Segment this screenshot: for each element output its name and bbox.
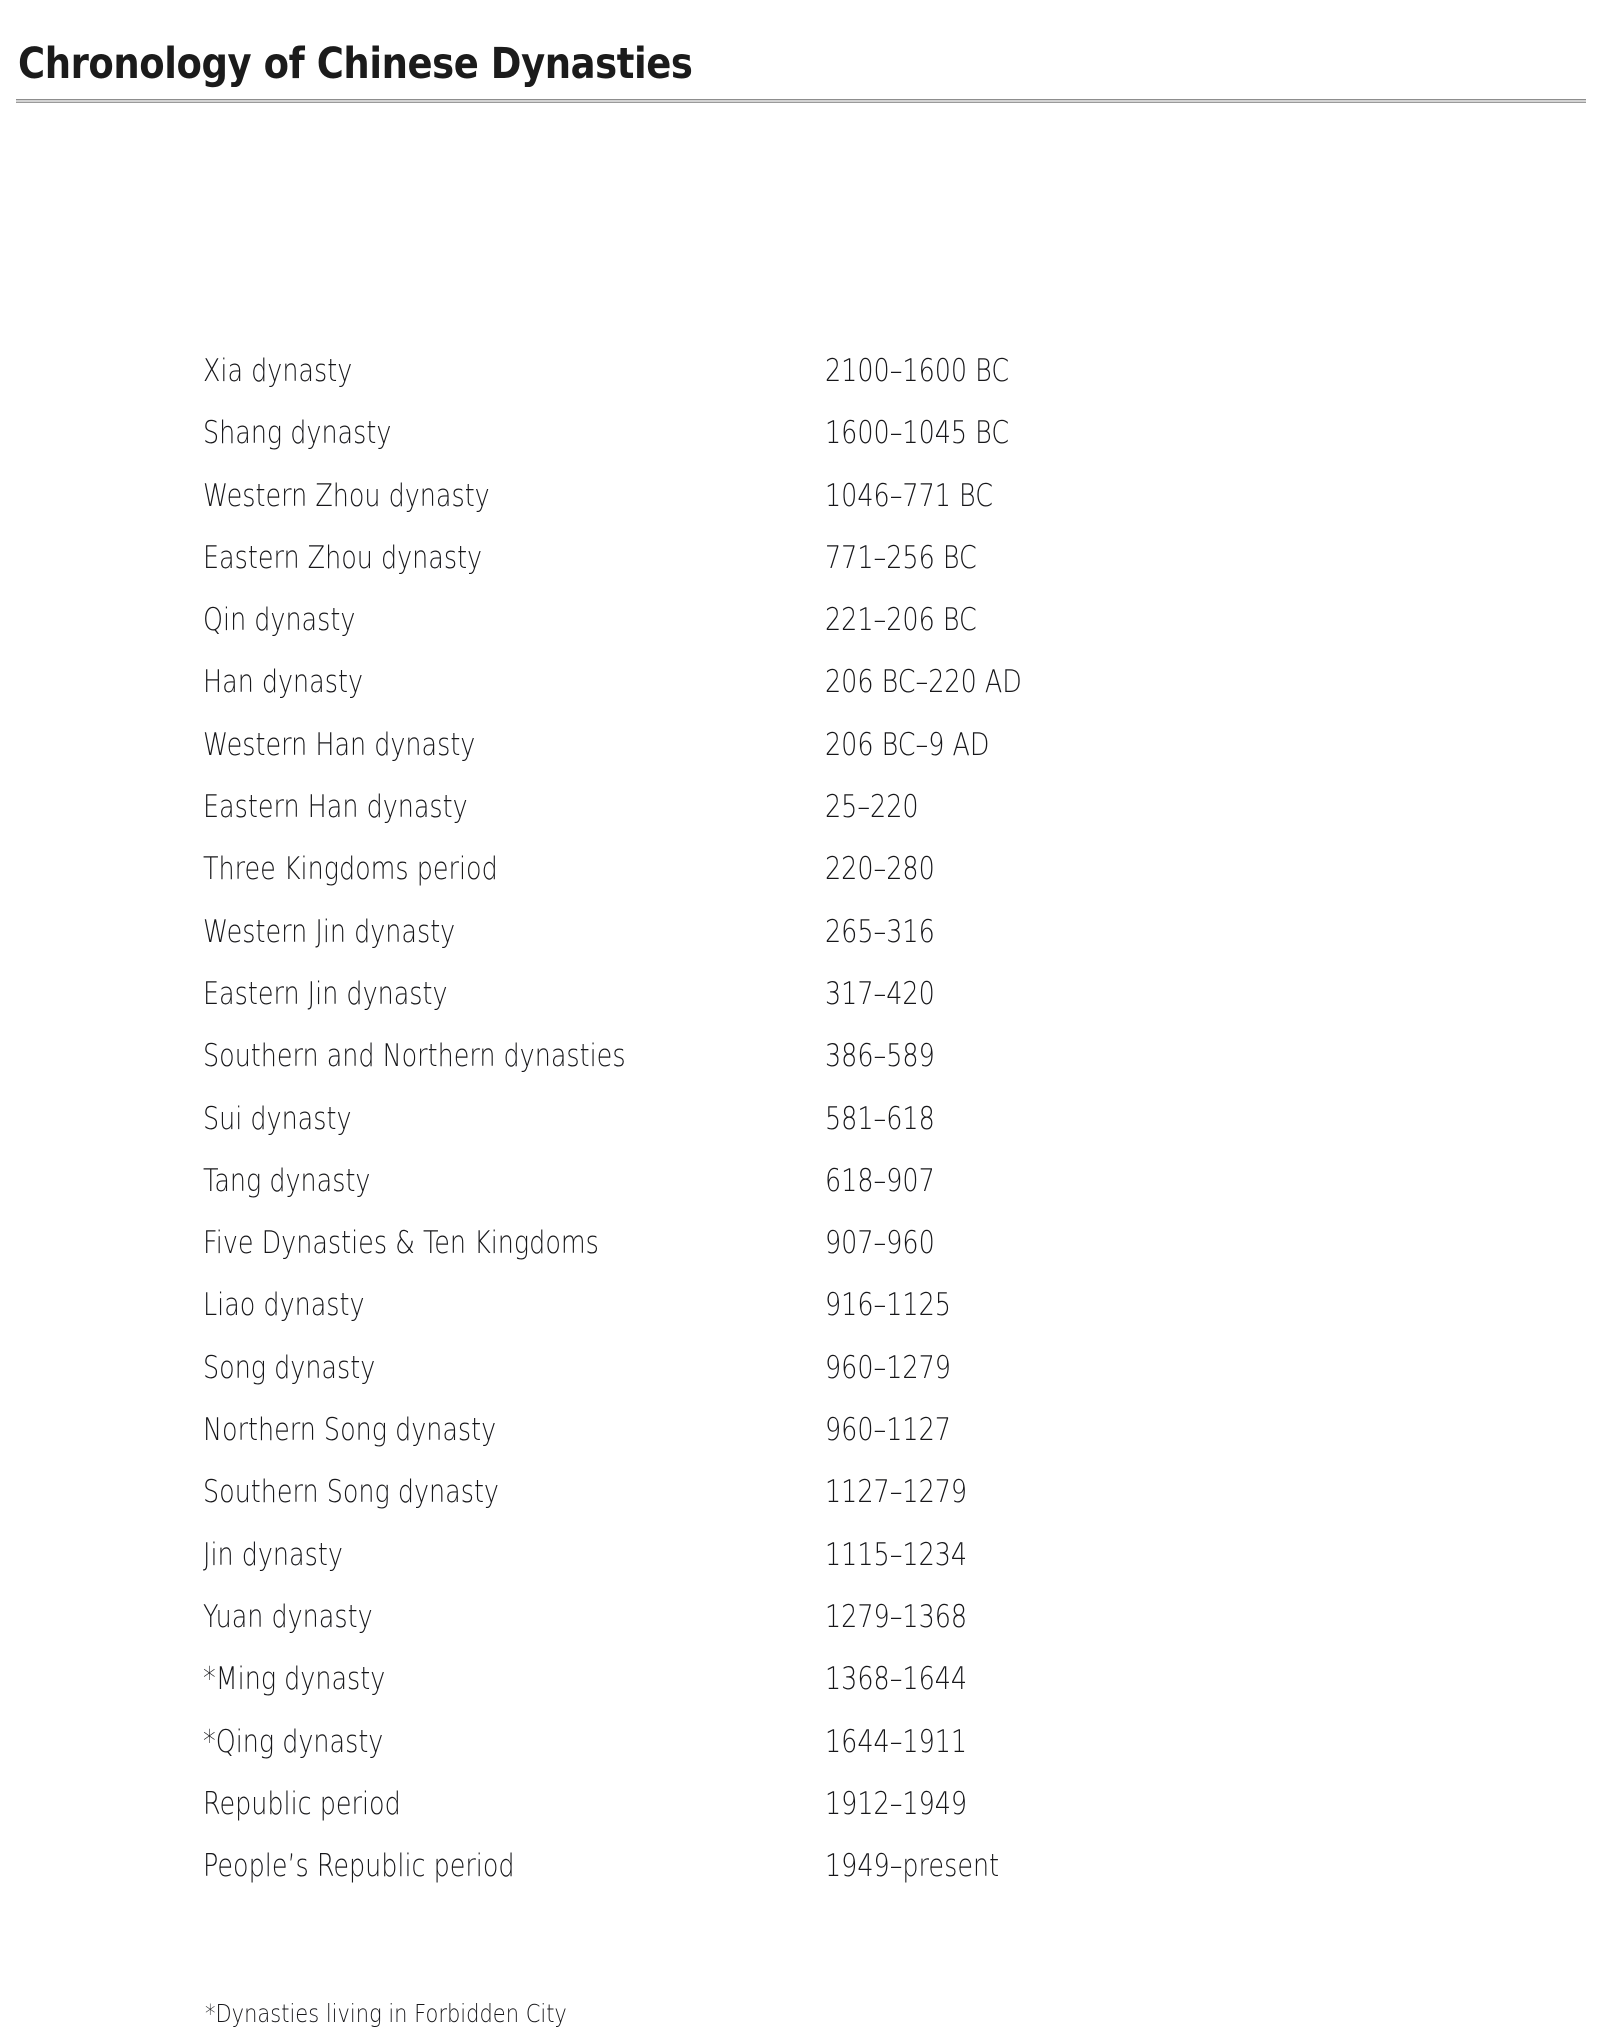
dynasty-name: Song dynasty bbox=[203, 1349, 376, 1386]
dynasty-years: 771–256 BC bbox=[825, 539, 977, 576]
dynasty-years: 1127–1279 bbox=[825, 1474, 968, 1511]
dynasty-name: Xia dynasty bbox=[203, 353, 353, 389]
dynasty-name: Southern and Northern dynasties bbox=[203, 1038, 626, 1075]
dynasty-name: Yuan dynasty bbox=[203, 1598, 373, 1635]
dynasty-years: 1600–1045 BC bbox=[825, 415, 1010, 452]
dynasty-years: 907–960 bbox=[825, 1225, 935, 1262]
dynasty-years: 317–420 bbox=[825, 975, 935, 1012]
dynasty-name: Eastern Han dynasty bbox=[203, 789, 468, 826]
table-row bbox=[203, 354, 1303, 416]
table-row bbox=[203, 852, 1303, 914]
table-row bbox=[203, 977, 1303, 1039]
table-row bbox=[203, 1725, 1303, 1787]
dynasty-years: 265–316 bbox=[825, 913, 935, 950]
dynasty-years: 960–1279 bbox=[825, 1349, 951, 1386]
page-title: Chronology of Chinese Dynasties bbox=[18, 38, 693, 89]
dynasty-name: Southern Song dynasty bbox=[203, 1474, 499, 1511]
dynasty-name: Republic period bbox=[203, 1785, 401, 1822]
dynasty-years: 618–907 bbox=[825, 1162, 935, 1199]
table-row bbox=[203, 915, 1303, 977]
table-row bbox=[203, 1538, 1303, 1600]
dynasty-name: Sui dynasty bbox=[203, 1100, 352, 1137]
table-row bbox=[203, 1351, 1303, 1413]
dynasty-years: 386–589 bbox=[825, 1038, 935, 1075]
footnote: *Dynasties living in Forbidden City bbox=[205, 1999, 567, 2028]
dynasty-name: Eastern Jin dynasty bbox=[203, 975, 448, 1012]
dynasty-name: People’s Republic period bbox=[203, 1848, 515, 1885]
dynasty-name: Jin dynasty bbox=[203, 1536, 343, 1573]
dynasty-name: Tang dynasty bbox=[203, 1162, 371, 1199]
dynasty-years: 1644–1911 bbox=[825, 1723, 968, 1760]
dynasty-years: 1912–1949 bbox=[825, 1785, 968, 1822]
dynasty-name: Han dynasty bbox=[203, 664, 364, 701]
table-row bbox=[203, 603, 1303, 665]
dynasty-name: Qin dynasty bbox=[203, 602, 356, 639]
dynasty-name: *Ming dynasty bbox=[203, 1661, 386, 1698]
dynasty-name: Five Dynasties & Ten Kingdoms bbox=[203, 1225, 599, 1262]
dynasty-name: *Qing dynasty bbox=[203, 1723, 384, 1760]
table-row bbox=[203, 1475, 1303, 1537]
dynasty-name: Western Jin dynasty bbox=[203, 913, 456, 950]
dynasty-years: 1949–present bbox=[825, 1848, 1000, 1885]
table-row bbox=[203, 416, 1303, 478]
table-row bbox=[203, 790, 1303, 852]
dynasty-years: 1115–1234 bbox=[825, 1536, 968, 1573]
table-row bbox=[203, 1849, 1303, 1911]
dynasty-name: Shang dynasty bbox=[203, 415, 392, 452]
dynasty-years: 581–618 bbox=[825, 1100, 935, 1137]
table-row bbox=[203, 1288, 1303, 1350]
table-row bbox=[203, 479, 1303, 541]
divider-line-bottom bbox=[16, 102, 1586, 103]
dynasty-years: 25–220 bbox=[825, 789, 919, 826]
dynasty-years: 1046–771 BC bbox=[825, 477, 993, 514]
title-divider bbox=[16, 99, 1586, 104]
dynasty-name: Eastern Zhou dynasty bbox=[203, 539, 483, 576]
dynasty-years: 221–206 BC bbox=[825, 602, 977, 639]
chronology-table bbox=[203, 354, 1303, 1911]
dynasty-years: 916–1125 bbox=[825, 1287, 951, 1324]
dynasty-years: 2100–1600 BC bbox=[825, 353, 1010, 389]
table-row bbox=[203, 541, 1303, 603]
dynasty-years: 220–280 bbox=[825, 851, 935, 888]
dynasty-name: Northern Song dynasty bbox=[203, 1412, 497, 1449]
dynasty-years: 960–1127 bbox=[825, 1412, 951, 1449]
table-row bbox=[203, 1039, 1303, 1101]
dynasty-name: Western Han dynasty bbox=[203, 726, 476, 763]
dynasty-years: 1368–1644 bbox=[825, 1661, 968, 1698]
table-row bbox=[203, 1226, 1303, 1288]
dynasty-years: 206 BC–9 AD bbox=[825, 726, 990, 763]
table-row bbox=[203, 665, 1303, 727]
table-row bbox=[203, 1787, 1303, 1849]
dynasty-name: Three Kingdoms period bbox=[203, 851, 498, 888]
table-row bbox=[203, 728, 1303, 790]
table-row bbox=[203, 1413, 1303, 1475]
dynasty-years: 206 BC–220 AD bbox=[825, 664, 1022, 701]
table-row bbox=[203, 1662, 1303, 1724]
table-row bbox=[203, 1164, 1303, 1226]
dynasty-name: Western Zhou dynasty bbox=[203, 477, 490, 514]
dynasty-years: 1279–1368 bbox=[825, 1598, 968, 1635]
dynasty-name: Liao dynasty bbox=[203, 1287, 365, 1324]
table-row bbox=[203, 1102, 1303, 1164]
table-row bbox=[203, 1600, 1303, 1662]
